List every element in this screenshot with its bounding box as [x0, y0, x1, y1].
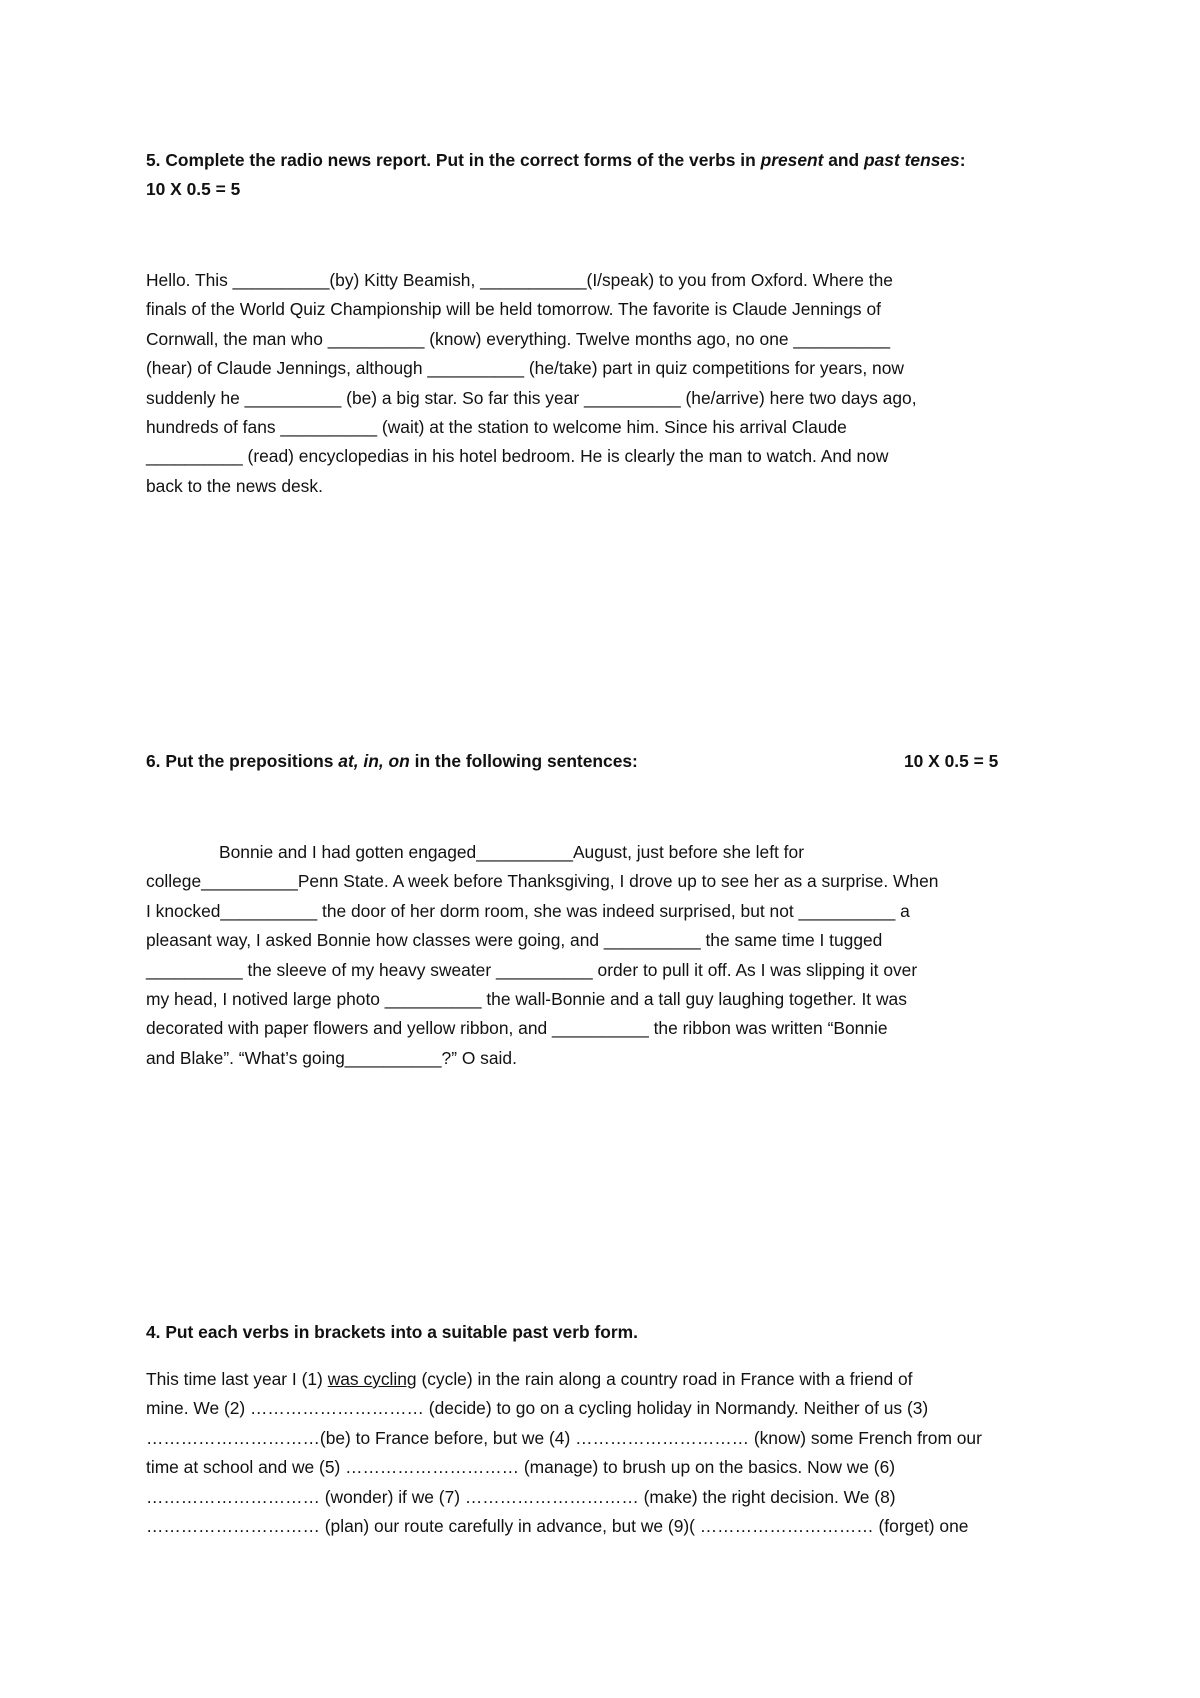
section5-paragraph — [146, 266, 1066, 501]
section4-example-answer: was cycling — [327, 1369, 417, 1389]
section5-line: __________ (read) encyclopedias in his hotel bedroom. He is clearly the man to watch. And now — [146, 446, 889, 467]
section6-line: Bonnie and I had gotten engaged__________August, just before she left for — [219, 842, 804, 862]
section5-heading-italic-present: present — [760, 150, 824, 170]
section6-line: pleasant way, I asked Bonnie how classes were going, and __________ the same time I tugged — [146, 930, 883, 951]
section5-line: back to the news desk. — [146, 475, 323, 496]
section4-line1-text-a: This time last year I (1) — [146, 1369, 328, 1389]
section5-line: Hello. This __________(by) Kitty Beamish, ___________(I/speak) to you from Oxford. Where the — [146, 270, 893, 290]
section6-line: I knocked__________ the door of her dorm room, she was indeed surprised, but not __________ a — [146, 900, 910, 921]
section4-heading — [146, 1318, 1066, 1347]
section5-heading-text-c: : — [959, 150, 966, 170]
section6-heading-text-a: 6. Put the prepositions — [146, 751, 339, 771]
section6-heading-text-b: in the following sentences: — [409, 751, 638, 771]
section6-score: 10 X 0.5 = 5 — [904, 751, 999, 771]
section6-line: my head, I notived large photo __________ the wall-Bonnie and a tall guy laughing together. It was — [146, 989, 907, 1010]
section6-line: and Blake”. “What’s going__________?” O said. — [146, 1047, 517, 1068]
section4-line — [146, 1365, 1066, 1394]
section4-line1-text-b: (cycle) in the rain along a country road in France with a friend of — [416, 1369, 913, 1389]
section5-heading — [146, 146, 1066, 204]
section6-paragraph — [146, 838, 1066, 1073]
section4-line: mine. We (2) ………………………… (decide) to go on a cycling holiday in Normandy. Neither of us (3) — [146, 1398, 929, 1419]
section6-line: __________ the sleeve of my heavy sweater __________ order to pull it off. As I was slipping it over — [146, 959, 918, 980]
section6-line: college__________Penn State. A week before Thanksgiving, I drove up to see her as a surprise. When — [146, 871, 939, 892]
section5-line: (hear) of Claude Jennings, although __________ (he/take) part in quiz competitions for years, now — [146, 358, 904, 379]
section5-score: 10 X 0.5 = 5 — [146, 179, 241, 199]
section4-paragraph — [146, 1365, 1066, 1541]
section4-line: ………………………… (plan) our route carefully in advance, but we (9)( ………………………… (forget) one — [146, 1516, 969, 1537]
section5-line: Cornwall, the man who __________ (know) everything. Twelve months ago, no one __________ — [146, 328, 891, 349]
section5-heading-italic-past: past tenses — [864, 150, 960, 170]
section5-line: finals of the World Quiz Championship will be held tomorrow. The favorite is Claude Jennings of — [146, 299, 881, 320]
section6-line: decorated with paper flowers and yellow ribbon, and __________ the ribbon was written “Bonnie — [146, 1018, 888, 1039]
section5-line: hundreds of fans __________ (wait) at the station to welcome him. Since his arrival Claude — [146, 417, 847, 438]
section6-heading-italic: at, in, on — [338, 751, 410, 771]
section5-line: suddenly he __________ (be) a big star. So far this year __________ (he/arrive) here two days ago, — [146, 387, 917, 408]
section4-heading-text: 4. Put each verbs in brackets into a suitable past verb form. — [146, 1322, 638, 1342]
section5-heading-text-b: and — [823, 150, 865, 170]
section4-line: ………………………… (wonder) if we (7) ………………………… (make) the right decision. We (8) — [146, 1486, 896, 1507]
section5-heading-text-a: 5. Complete the radio news report. Put in the correct forms of the verbs in — [146, 150, 761, 170]
section4-line: …………………………(be) to France before, but we (4) ………………………… (know) some French from our — [146, 1427, 982, 1448]
section4-line: time at school and we (5) ………………………… (manage) to brush up on the basics. Now we (6) — [146, 1457, 896, 1478]
